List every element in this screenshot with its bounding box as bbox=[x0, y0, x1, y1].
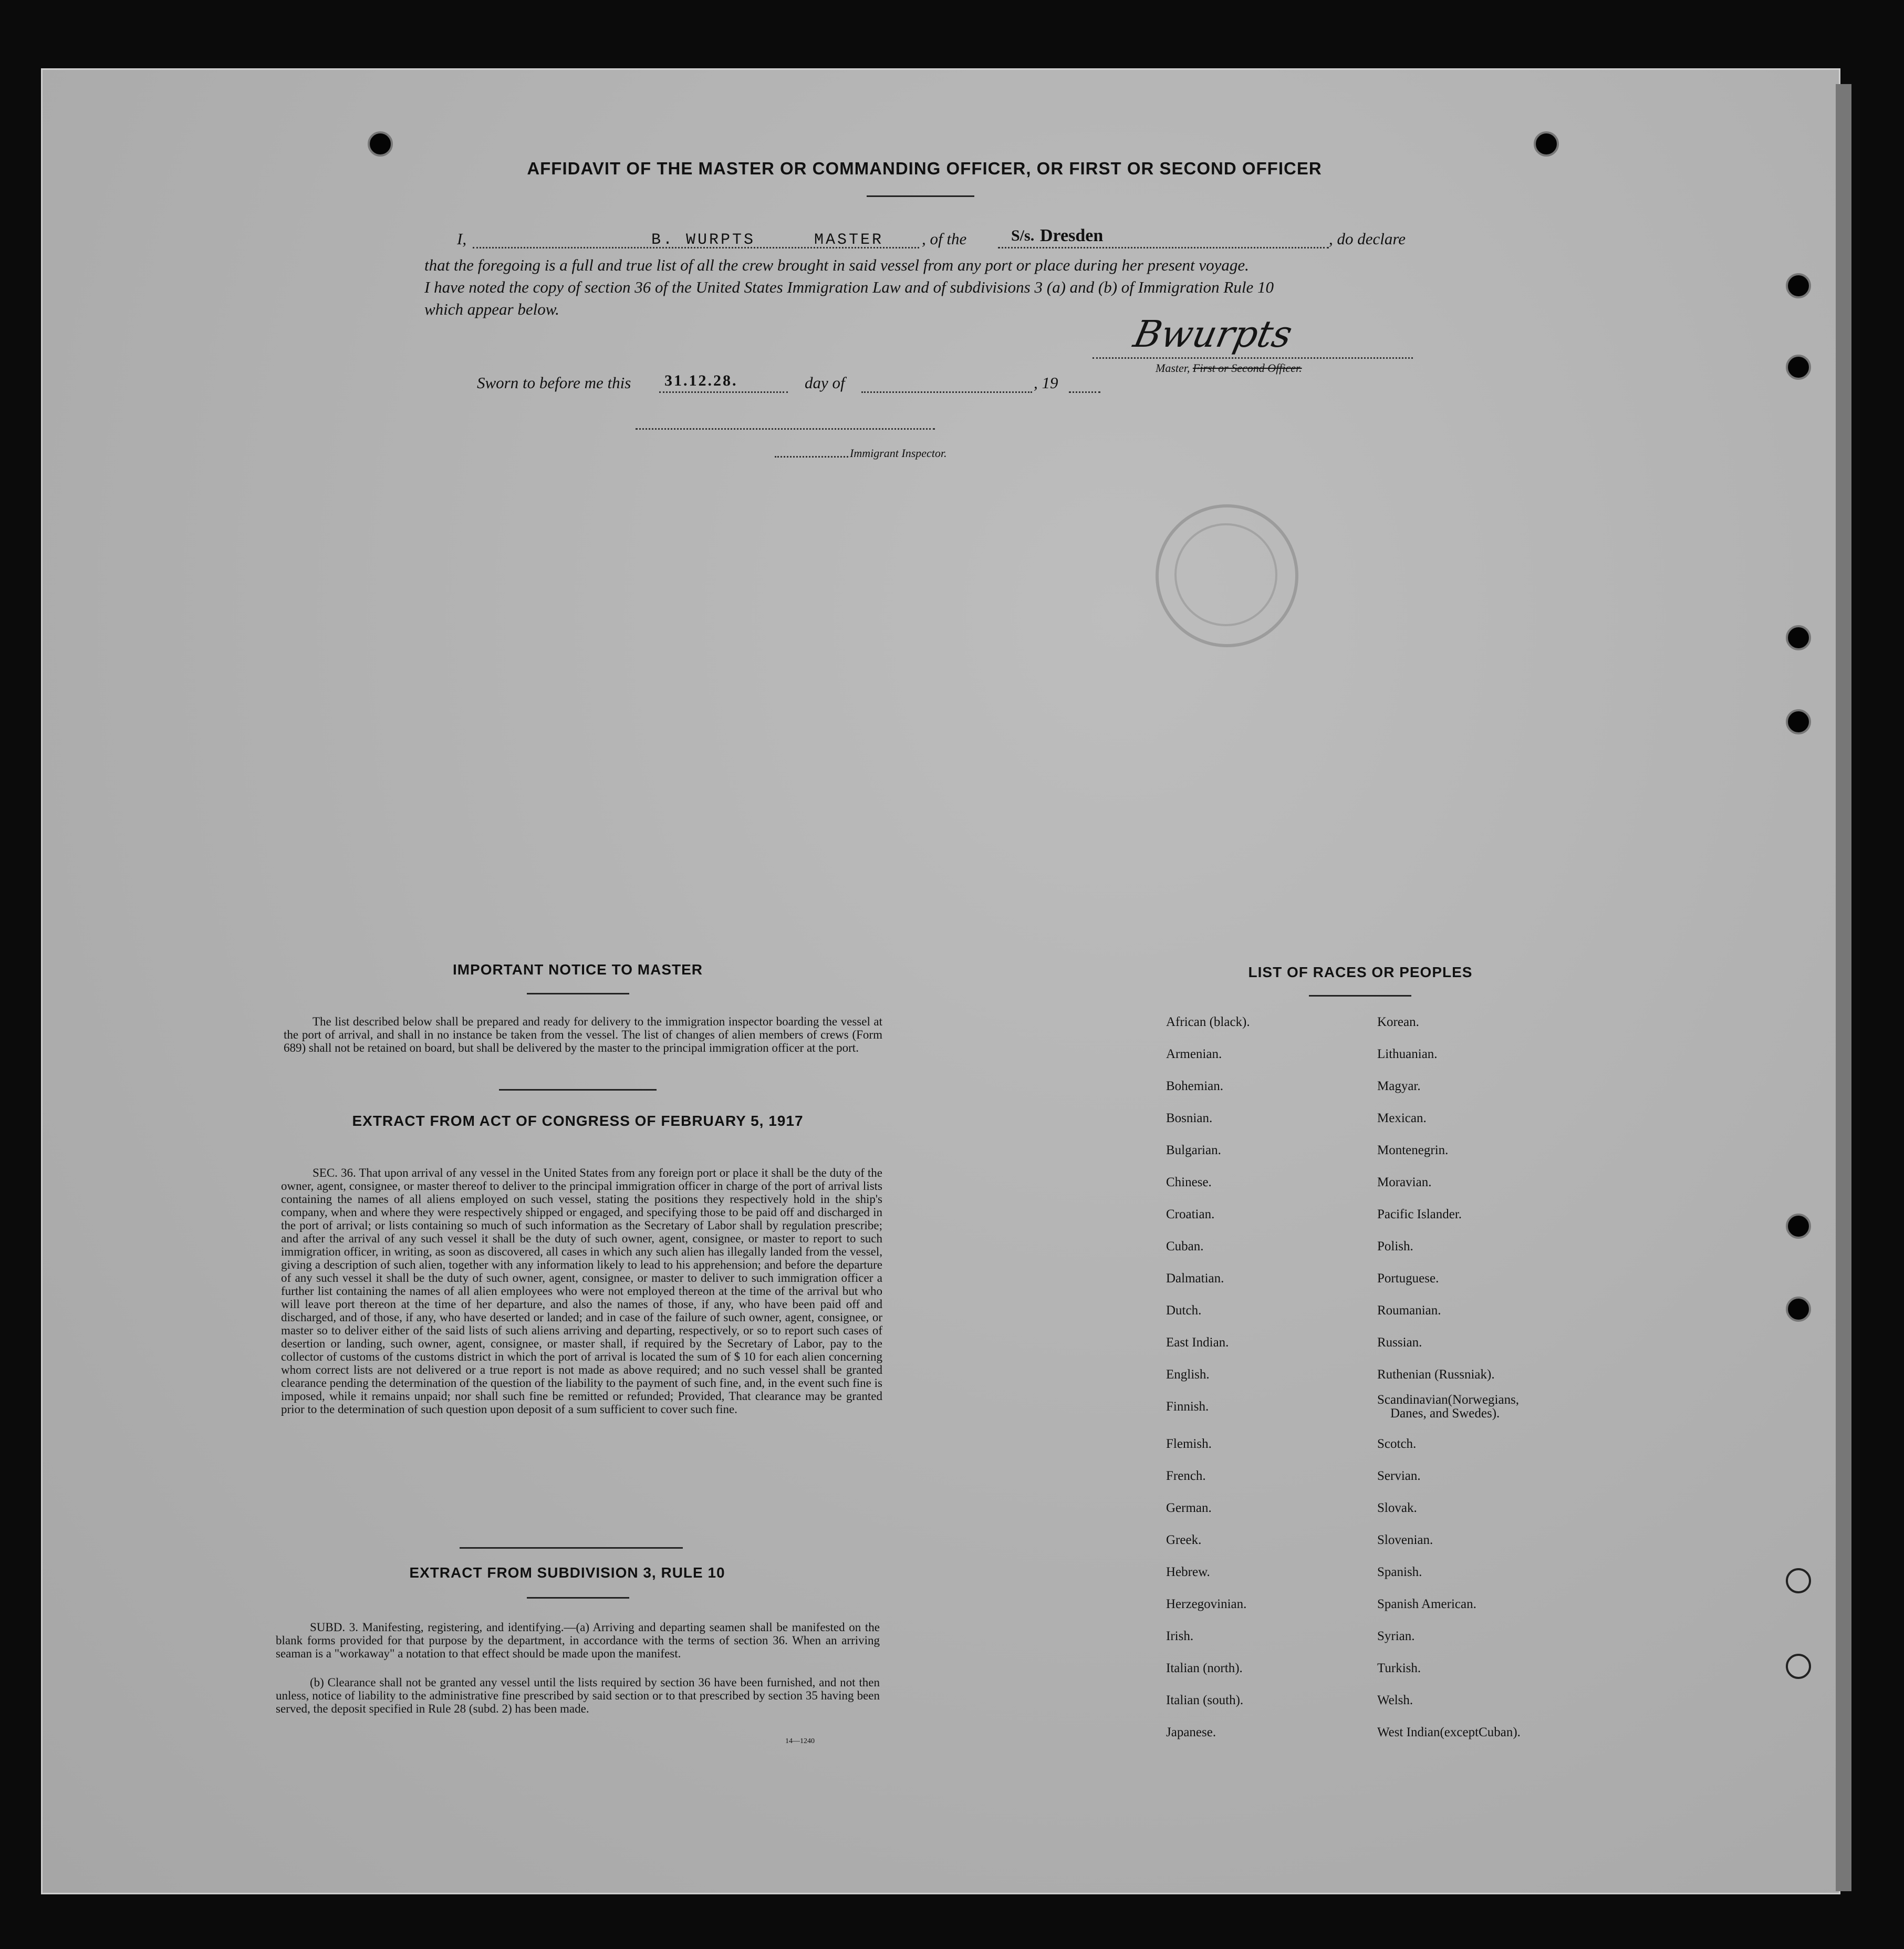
form-number: 14—1240 bbox=[785, 1737, 815, 1745]
race-item: African (black). bbox=[1166, 1015, 1250, 1029]
punch-hole bbox=[1786, 355, 1811, 380]
sworn-mid: day of bbox=[805, 374, 845, 392]
race-item: Dalmatian. bbox=[1166, 1271, 1224, 1285]
rule-title: EXTRACT FROM SUBDIVISION 3, RULE 10 bbox=[409, 1564, 725, 1581]
vessel-name: Dresden bbox=[1040, 226, 1104, 245]
races-rule bbox=[1309, 995, 1411, 997]
race-item: Irish. bbox=[1166, 1629, 1194, 1643]
notice-text: The list described below shall be prepared and ready for delivery to the immigration inspector boarding the vessel at the port of arrival, and shall in no instance be taken from the vessel. The list of changes of alien members of crews (Form 689) shall not be retained on board, but shall be delivered by the master to the principal immigration officer at the port. bbox=[284, 1015, 882, 1054]
rule-top-rule bbox=[460, 1547, 683, 1549]
signature-line bbox=[1093, 357, 1413, 359]
punch-hole bbox=[368, 131, 393, 157]
race-item: Korean. bbox=[1377, 1015, 1419, 1029]
affidavit-line1-suffix: , do declare bbox=[1329, 230, 1406, 248]
act-top-rule bbox=[499, 1089, 657, 1091]
race-item: Pacific Islander. bbox=[1377, 1207, 1462, 1221]
race-item: Herzegovinian. bbox=[1166, 1597, 1247, 1611]
race-item: Bosnian. bbox=[1166, 1111, 1213, 1125]
race-item: Bulgarian. bbox=[1166, 1143, 1221, 1157]
race-item: Chinese. bbox=[1166, 1175, 1212, 1189]
rule-text-b: (b) Clearance shall not be granted any vessel until the lists required by section 36 have been furnished, and not then unless, notice of liability to the administrative fine prescribed by said section or to that prescribed by section 35 having been served, the deposit specified in Rule 28 (subd. 2) has been made. bbox=[276, 1676, 880, 1715]
act-text: SEC. 36. That upon arrival of any vessel in the United States from any foreign port or place it shall be the duty of the owner, agent, consignee, or master thereof to deliver to the principal immigration officer in charge of the port of arrival lists containing the names of all aliens employed on such vessel, stating the positions they respectively hold in the ship's company, when and where they were respectively shipped or engaged, and specifying those to be paid off and discharged in the port of arrival; or lists containing so much of such information as the Secretary of Labor shall by regulation prescribe; and after the arrival of any such vessel it shall be the duty of such owner, agent, consignee, or master to report to such immigration officer, in writing, as soon as discovered, all cases in which any such alien has illegally landed from the vessel, giving a description of such alien, together with any information likely to lead to his apprehension; and before the departure of any such vessel it shall be the duty of such owner, agent, consignee, or master to deliver to such immigration officer a further list containing the names of all alien employees who were not employed thereon at the time of the arrival but who will leave port thereon at the time of her departure, and also the names of those, if any, who have been paid off and discharged, and of those, if any, who have deserted or landed; and in case of the failure of such owner, agent, consignee, or master so to deliver either of the said lists of such aliens arriving and departing, respectively, or so to report such cases of desertion or landing, such owner, agent, consignee, or master shall, if required by the Secretary of Labor, pay to the collector of customs of the customs district in which the port of arrival is located the sum of $ 10 for each alien concerning whom correct lists are not delivered or a true report is not made as above required; and no such vessel shall be granted clearance pending the determination of the question of the liability to the payment of such fine, and, in the event such fine is imposed, while it remains unpaid; nor shall such fine be remitted or refunded; Provided, That clearance may be granted prior to the determination of such question upon deposit of a sum sufficient to cover such fine. bbox=[281, 1166, 882, 1416]
race-item: Polish. bbox=[1377, 1239, 1413, 1253]
race-item: Cuban. bbox=[1166, 1239, 1204, 1253]
race-item: Portuguese. bbox=[1377, 1271, 1439, 1285]
act-title: EXTRACT FROM ACT OF CONGRESS OF FEBRUARY 5, 1917 bbox=[352, 1113, 804, 1129]
race-item: Montenegrin. bbox=[1377, 1143, 1449, 1157]
punch-hole bbox=[1786, 625, 1811, 650]
caption-struck: First or Second Officer. bbox=[1192, 361, 1302, 375]
race-item: Roumanian. bbox=[1377, 1303, 1441, 1318]
race-item: Italian (south). bbox=[1166, 1693, 1244, 1707]
rule-title-underline bbox=[527, 1597, 629, 1599]
notice-title: IMPORTANT NOTICE TO MASTER bbox=[452, 961, 703, 978]
punch-hole bbox=[1786, 709, 1811, 734]
race-item: Bohemian. bbox=[1166, 1079, 1224, 1093]
race-item: Mexican. bbox=[1377, 1111, 1427, 1125]
race-item: Greek. bbox=[1166, 1533, 1202, 1547]
sworn-month-line bbox=[861, 391, 1032, 393]
title-rule bbox=[867, 195, 974, 197]
affidavit-line1-prefix: I, bbox=[457, 230, 467, 248]
race-item: Turkish. bbox=[1377, 1661, 1421, 1675]
punch-hole bbox=[1786, 1297, 1811, 1322]
race-item: Japanese. bbox=[1166, 1725, 1216, 1739]
punch-hole bbox=[1786, 1568, 1811, 1593]
sworn-prefix: Sworn to before me this bbox=[477, 374, 631, 392]
race-item: Hebrew. bbox=[1166, 1565, 1210, 1579]
race-item: Flemish. bbox=[1166, 1437, 1212, 1451]
sworn-year: , 19 bbox=[1034, 374, 1058, 392]
race-item: English. bbox=[1166, 1367, 1210, 1382]
punch-hole bbox=[1786, 1654, 1811, 1679]
race-item: Scotch. bbox=[1377, 1437, 1417, 1451]
races-title: LIST OF RACES OR PEOPLES bbox=[1248, 964, 1473, 980]
master-name: B. WURPTS bbox=[651, 231, 756, 249]
affidavit-title: AFFIDAVIT OF THE MASTER OR COMMANDING OFFICER, OR FIRST OR SECOND OFFICER bbox=[527, 159, 1322, 178]
master-signature: Bwurpts bbox=[1130, 313, 1296, 356]
affidavit-line3: I have noted the copy of section 36 of the United States Immigration Law and of subdivisions 3 (a) and (b) of Immigration Rule 10 bbox=[424, 278, 1274, 296]
race-item: Dutch. bbox=[1166, 1303, 1202, 1318]
race-item: Welsh. bbox=[1377, 1693, 1413, 1707]
race-item: Armenian. bbox=[1166, 1047, 1222, 1061]
race-item: Spanish American. bbox=[1377, 1597, 1476, 1611]
race-item: German. bbox=[1166, 1501, 1212, 1515]
notice-rule bbox=[527, 993, 629, 994]
races-left-column bbox=[1166, 1015, 1366, 1740]
affidavit-line4: which appear below. bbox=[424, 300, 559, 318]
race-item: Moravian. bbox=[1377, 1175, 1432, 1189]
punch-hole bbox=[1534, 131, 1559, 157]
race-item: Italian (north). bbox=[1166, 1661, 1243, 1675]
inspector-signature-line bbox=[636, 428, 935, 430]
race-item: East Indian. bbox=[1166, 1335, 1229, 1350]
race-item: Ruthenian (Russniak). bbox=[1377, 1367, 1495, 1382]
race-item: West Indian(exceptCuban). bbox=[1377, 1725, 1521, 1739]
sworn-date-line bbox=[659, 391, 788, 393]
inspector-caption-line bbox=[775, 456, 848, 458]
caption-master: Master, bbox=[1156, 361, 1190, 375]
race-item: Scandinavian(Norwegians, Danes, and Swedes). bbox=[1377, 1393, 1520, 1421]
sworn-year-line bbox=[1069, 391, 1100, 393]
race-item: French. bbox=[1166, 1469, 1206, 1483]
race-item: Magyar. bbox=[1377, 1079, 1421, 1093]
race-item: Lithuanian. bbox=[1377, 1047, 1438, 1061]
affidavit-line2: that the foregoing is a full and true list of all the crew brought in said vessel from any port or place during her present voyage. bbox=[424, 256, 1249, 274]
master-rank: MASTER bbox=[814, 231, 884, 249]
punch-hole bbox=[1786, 273, 1811, 298]
punch-hole bbox=[1786, 1214, 1811, 1239]
race-item: Servian. bbox=[1377, 1469, 1421, 1483]
race-item: Croatian. bbox=[1166, 1207, 1215, 1221]
sworn-date: 31.12.28. bbox=[664, 372, 738, 389]
affidavit-line1-mid: , of the bbox=[922, 230, 967, 248]
race-item: Finnish. bbox=[1166, 1399, 1209, 1414]
rule-text-a: SUBD. 3. Manifesting, registering, and identifying.—(a) Arriving and departing seamen shall be manifested on the blank forms provided for that purpose by the department, in accordance with the terms of section 36. When an arriving seaman is a "workaway" a notation to that effect should be made upon the manifest. bbox=[276, 1621, 880, 1660]
races-right-column bbox=[1377, 1015, 1640, 1740]
signature-caption bbox=[1156, 361, 1302, 375]
race-item: Spanish. bbox=[1377, 1565, 1422, 1579]
race-item: Slovenian. bbox=[1377, 1533, 1433, 1547]
page-edge bbox=[1836, 84, 1851, 1891]
race-item: Syrian. bbox=[1377, 1629, 1415, 1643]
race-item: Slovak. bbox=[1377, 1501, 1417, 1515]
vessel-line bbox=[998, 247, 1329, 248]
race-item: Russian. bbox=[1377, 1335, 1422, 1350]
vessel-prefix: S/s. bbox=[1011, 227, 1035, 244]
inspector-caption: Immigrant Inspector. bbox=[850, 447, 947, 460]
faded-stamp bbox=[1156, 504, 1298, 647]
